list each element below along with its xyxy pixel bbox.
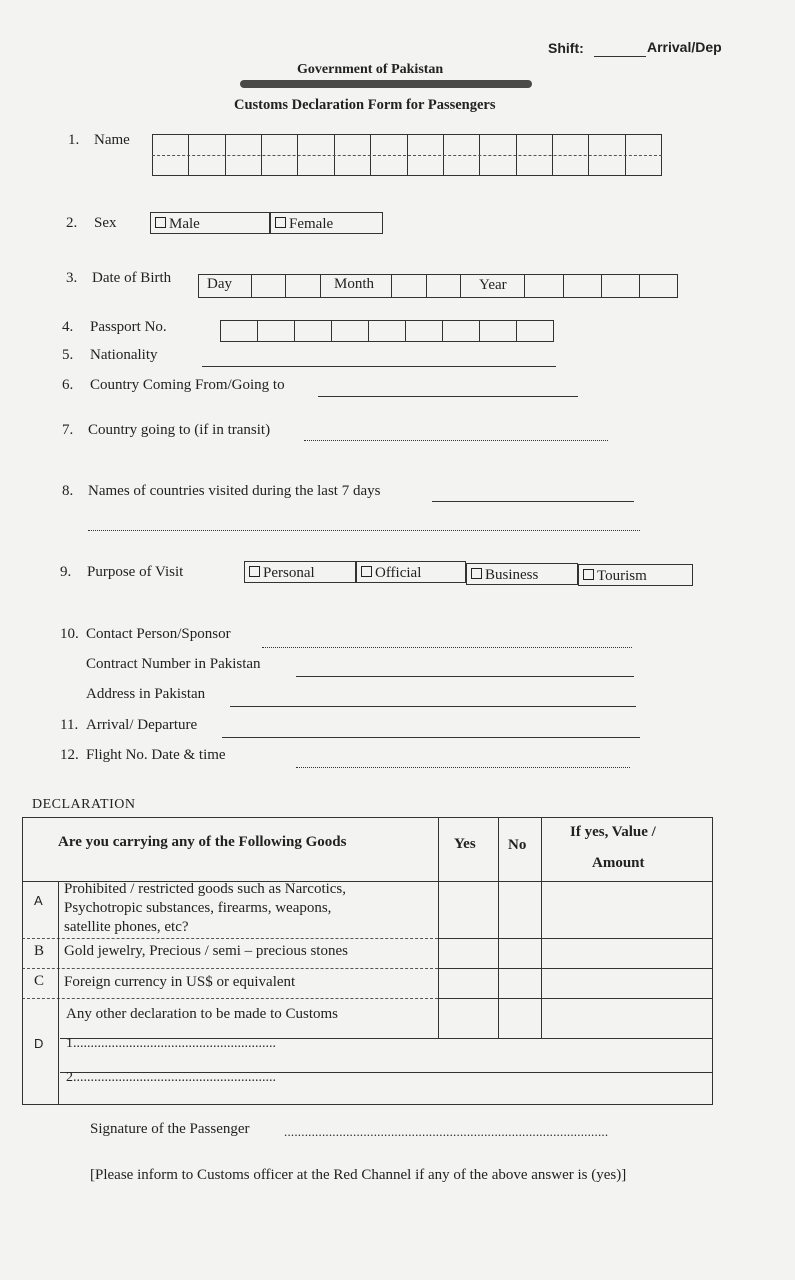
column-header-no: No	[508, 837, 527, 853]
countries-visited-label: Names of countries visited during the last 7 days	[88, 483, 381, 499]
field-num: 6.	[62, 377, 74, 393]
form-title: Customs Declaration Form for Passengers	[234, 97, 496, 113]
field-num: 3.	[66, 270, 78, 286]
field-num: 7.	[62, 422, 74, 438]
dob-day-label: Day	[207, 276, 232, 292]
purpose-personal-option[interactable]: Personal	[244, 561, 356, 583]
declaration-title: DECLARATION	[32, 797, 136, 812]
purpose-official-option[interactable]: Official	[356, 561, 466, 583]
country-transit-input-line[interactable]	[304, 440, 608, 441]
column-header-amount: Amount	[592, 855, 645, 871]
signature-input-line[interactable]: ..............................................................................................	[284, 1124, 609, 1139]
row-letter: D	[34, 1036, 44, 1051]
sex-male-option[interactable]: Male	[150, 212, 270, 234]
dob-input-boxes[interactable]	[198, 274, 678, 298]
table-row: Prohibited / restricted goods such as Narcotics, Psychotropic substances, firearms, weapons, satellite phones, etc?	[64, 881, 347, 935]
dob-year-label: Year	[479, 277, 507, 293]
table-row: Any other declaration to be made to Customs	[66, 1006, 339, 1022]
address-input-line[interactable]	[230, 706, 636, 707]
flight-input-line[interactable]	[296, 767, 630, 768]
contact-number-input-line[interactable]	[296, 676, 634, 677]
field-num: 1.	[68, 132, 80, 148]
footer-note: [Please inform to Customs officer at the Red Channel if any of the above answer is (yes)]	[90, 1167, 627, 1183]
purpose-label: Purpose of Visit	[87, 564, 184, 580]
field-num: 5.	[62, 347, 74, 363]
d-item-1-input[interactable]: 1..........................................................	[66, 1036, 276, 1051]
field-num: 12.	[60, 747, 79, 763]
name-row-divider	[152, 155, 662, 156]
arrival-label: Arrival/ Departure	[86, 717, 198, 733]
column-header-value: If yes, Value /	[570, 824, 656, 840]
nationality-label: Nationality	[90, 347, 158, 363]
checkbox-icon	[275, 217, 286, 228]
field-num: 2.	[66, 215, 78, 231]
row-letter: C	[34, 973, 45, 989]
purpose-tourism-option[interactable]: Tourism	[578, 564, 693, 586]
field-num: 8.	[62, 483, 74, 499]
redaction-bar	[240, 80, 532, 88]
sex-label: Sex	[94, 215, 117, 231]
address-label: Address in Pakistan	[86, 686, 206, 702]
row-letter: B	[34, 943, 45, 959]
checkbox-icon	[155, 217, 166, 228]
row-letter: A	[34, 893, 43, 908]
flight-label: Flight No. Date & time	[86, 747, 226, 763]
dob-month-label: Month	[334, 276, 375, 292]
shift-label: Shift:	[548, 40, 584, 56]
table-row: Gold jewelry, Precious / semi – precious stones	[64, 943, 348, 959]
shift-underline	[594, 56, 646, 57]
country-transit-label: Country going to (if in transit)	[88, 422, 271, 438]
country-from-input-line[interactable]	[318, 396, 578, 397]
field-num: 11.	[60, 717, 79, 733]
government-title: Government of Pakistan	[297, 62, 444, 77]
arrival-input-line[interactable]	[222, 737, 640, 738]
passport-input-boxes[interactable]	[220, 320, 554, 342]
country-from-label: Country Coming From/Going to	[90, 377, 285, 393]
field-num: 10.	[60, 626, 79, 642]
purpose-business-option[interactable]: Business	[466, 563, 578, 585]
column-header-yes: Yes	[454, 836, 476, 852]
nationality-input-line[interactable]	[202, 366, 556, 367]
dob-label: Date of Birth	[92, 270, 172, 286]
passport-label: Passport No.	[90, 319, 167, 335]
sex-female-option[interactable]: Female	[270, 212, 383, 234]
checkbox-icon	[583, 569, 594, 580]
d-item-2-input[interactable]: 2..........................................................	[66, 1070, 276, 1085]
table-row: Foreign currency in US$ or equivalent	[64, 974, 296, 990]
column-header-goods: Are you carrying any of the Following Goods	[58, 834, 347, 850]
countries-visited-input-line[interactable]	[432, 501, 634, 502]
contact-input-line[interactable]	[262, 647, 632, 648]
contact-number-label: Contract Number in Pakistan	[86, 656, 261, 672]
checkbox-icon	[361, 566, 372, 577]
shift-value: Arrival/Dep	[647, 39, 722, 55]
field-num: 9.	[60, 564, 72, 580]
checkbox-icon	[471, 568, 482, 579]
signature-label: Signature of the Passenger	[90, 1121, 250, 1137]
name-label: Name	[94, 132, 130, 148]
field-num: 4.	[62, 319, 74, 335]
checkbox-icon	[249, 566, 260, 577]
contact-label: Contact Person/Sponsor	[86, 626, 231, 642]
countries-visited-input-line-2[interactable]	[88, 530, 640, 531]
